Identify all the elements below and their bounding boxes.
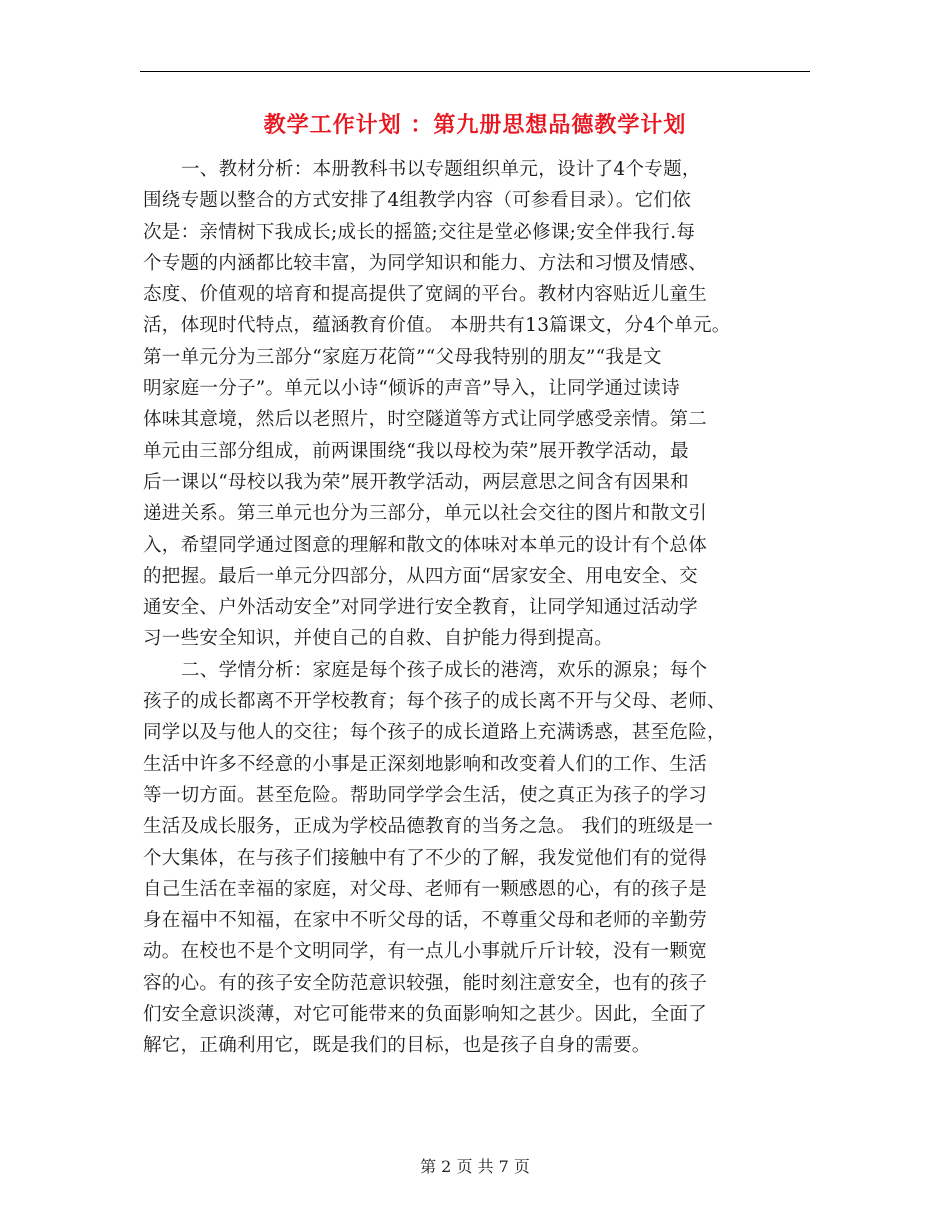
paragraph-line: 解它，正确利用它，既是我们的目标，也是孩子自身的需要。 bbox=[143, 1035, 651, 1057]
paragraph-line: 活，体现时代特点，蕴涵教育价值。 本册共有13篇课文，分4个单元。 bbox=[143, 315, 731, 337]
paragraph-line: 态度、价值观的培育和提高提供了宽阔的平台。教材内容贴近儿童生 bbox=[143, 284, 708, 306]
paragraph-line: 体味其意境，然后以老照片，时空隧道等方式让同学感受亲情。第二 bbox=[143, 409, 708, 431]
paragraph-line: 次是：亲情树下我成长;成长的摇篮;交往是堂必修课;安全伴我行.每 bbox=[143, 221, 696, 243]
paragraph-line: 通安全、户外活动安全”对同学进行安全教育，让同学知通过活动学 bbox=[143, 597, 698, 619]
paragraph-line: 同学以及与他人的交往；每个孩子的成长道路上充满诱惑，甚至危险， bbox=[143, 722, 726, 744]
paragraph-line: 容的心。有的孩子安全防范意识较强，能时刻注意安全，也有的孩子 bbox=[143, 972, 708, 994]
paragraph-line: 生活中许多不经意的小事是正深刻地影响和改变着人们的工作、生活 bbox=[143, 753, 708, 775]
paragraph-line: 个大集体，在与孩子们接触中有了不少的了解，我发觉他们有的觉得 bbox=[143, 847, 708, 869]
paragraph-line: 动。在校也不是个文明同学，有一点儿小事就斤斤计较，没有一颗宽 bbox=[143, 941, 708, 963]
paragraph-line: 二、学情分析：家庭是每个孩子成长的港湾，欢乐的源泉；每个 bbox=[181, 659, 708, 681]
paragraph-line: 单元由三部分组成，前两课围绕“我以母校为荣”展开教学活动，最 bbox=[143, 440, 689, 462]
document-body bbox=[143, 154, 833, 1062]
paragraph-line: 身在福中不知福，在家中不听父母的话，不尊重父母和老师的辛勤劳 bbox=[143, 910, 708, 932]
paragraph-line: 一、教材分析：本册教科书以专题组织单元，设计了4个专题， bbox=[181, 159, 701, 180]
paragraph-line: 第一单元分为三部分“家庭万花筒”“父母我特别的朋友”“我是文 bbox=[143, 346, 662, 368]
paragraph-line: 入，希望同学通过图意的理解和散文的体味对本单元的设计有个总体 bbox=[143, 534, 708, 556]
paragraph-line: 递进关系。第三单元也分为三部分，单元以社会交往的图片和散文引 bbox=[143, 503, 708, 525]
document-title: 教学工作计划 ：第九册思想品德教学计划 bbox=[263, 113, 687, 138]
paragraph-line: 们安全意识淡薄，对它可能带来的负面影响知之甚少。因此，全面了 bbox=[143, 1004, 708, 1026]
paragraph-line: 习一些安全知识，并使自己的自救、自护能力得到提高。 bbox=[143, 628, 614, 650]
paragraph-line: 明家庭一分子”。单元以小诗“倾诉的声音”导入，让同学通过读诗 bbox=[143, 378, 680, 400]
paragraph-line: 后一课以“母校以我为荣”展开教学活动，两层意思之间含有因果和 bbox=[143, 471, 689, 493]
page-footer: 第 2 页 共 7 页 bbox=[420, 1157, 530, 1176]
paragraph-line: 的把握。最后一单元分四部分，从四方面“居家安全、用电安全、交 bbox=[143, 565, 698, 587]
paragraph-line: 个专题的内涵都比较丰富，为同学知识和能力、方法和习惯及情感、 bbox=[143, 252, 708, 274]
paragraph-line: 生活及成长服务，正成为学校品德教育的当务之急。 我们的班级是一 bbox=[143, 816, 714, 838]
header-rule bbox=[140, 71, 810, 72]
paragraph-line: 等一切方面。甚至危险。帮助同学学会生活，使之真正为孩子的学习 bbox=[143, 784, 708, 806]
paragraph-line: 自己生活在幸福的家庭，对父母、老师有一颗感恩的心，有的孩子是 bbox=[143, 878, 708, 900]
paragraph-line: 孩子的成长都离不开学校教育；每个孩子的成长离不开与父母、老师、 bbox=[143, 691, 726, 713]
paragraph-line: 围绕专题以整合的方式安排了4组教学内容（可参看目录）。它们依 bbox=[143, 190, 692, 212]
